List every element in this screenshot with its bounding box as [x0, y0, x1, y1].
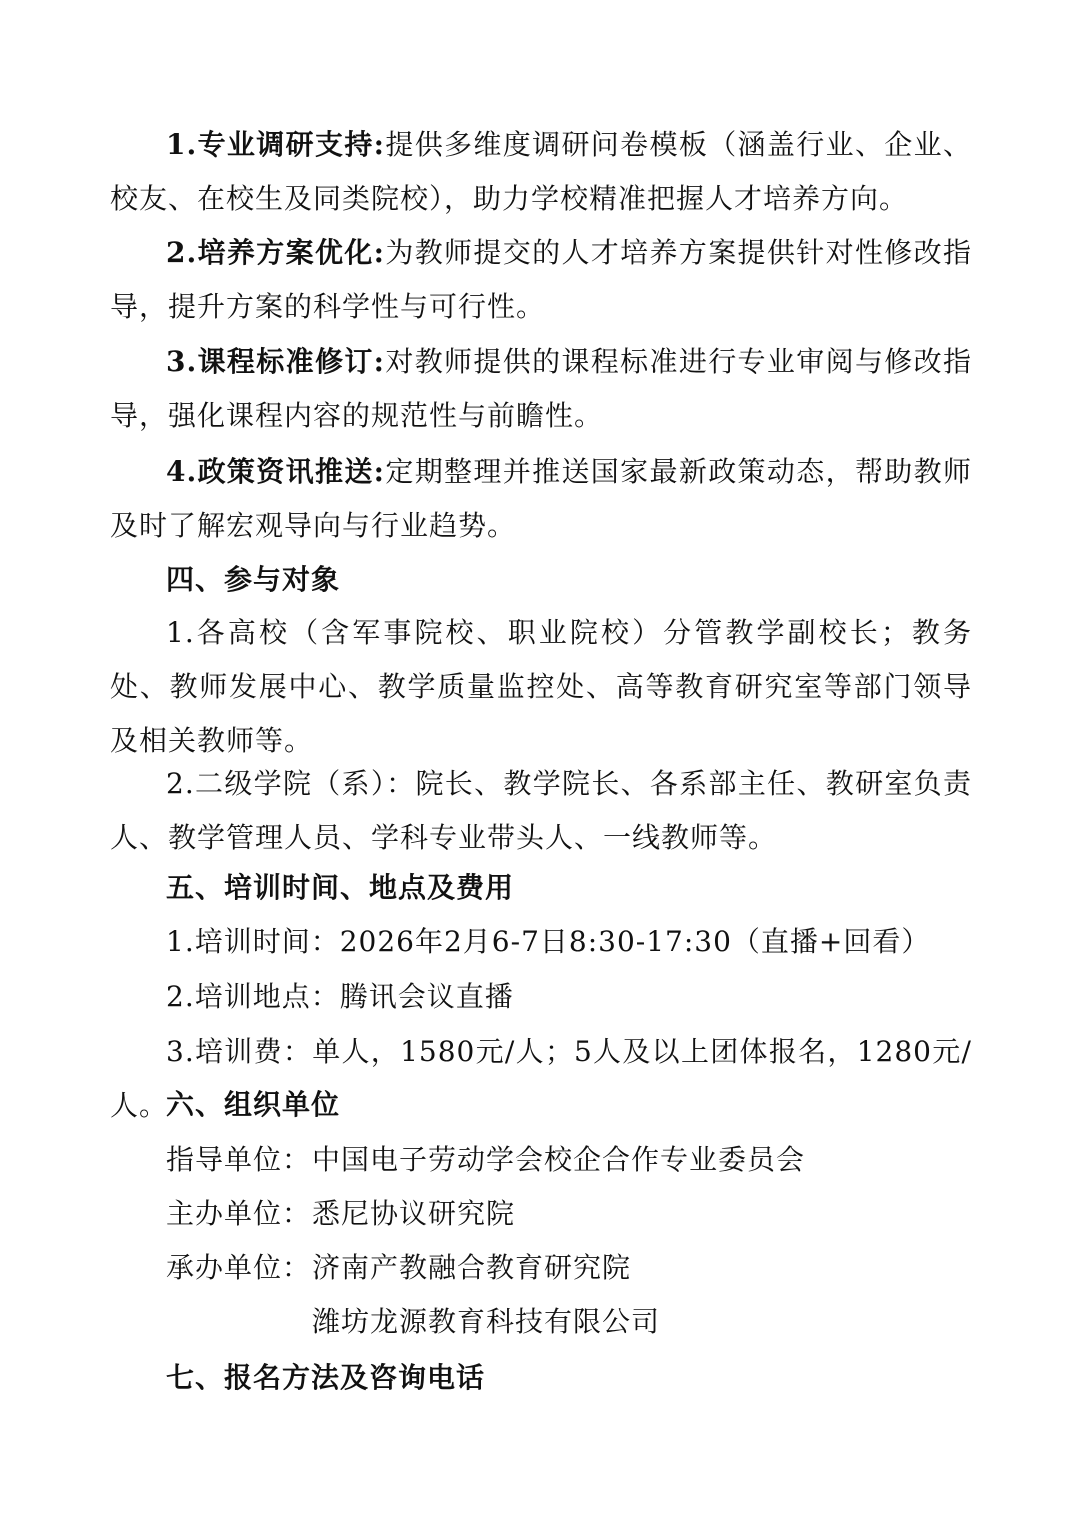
- guide-unit-label: 指导单位：: [166, 1143, 312, 1176]
- support-item-text: 为教师提交的人才培养方案提供针对性修改指导，提升方案的科学性与可行性。: [110, 236, 972, 323]
- support-item-1: [110, 118, 972, 226]
- support-item-4: [110, 445, 972, 553]
- section-heading-organizers: 六、组织单位: [166, 1088, 341, 1121]
- organizer-unit-value: 济南产教融合教育研究院: [312, 1251, 632, 1284]
- support-item-text: 对教师提供的课程标准进行专业审阅与修改指导，强化课程内容的规范性与前瞻性。: [110, 345, 972, 432]
- host-unit-value: 悉尼协议研究院: [312, 1197, 516, 1230]
- section-heading-registration: 七、报名方法及咨询电话: [166, 1361, 486, 1394]
- participant-item-2: 2.二级学院（系）：院长、教学院长、各系部主任、教研室负责人、教学管理人员、学科专业带头人、一线教师等。: [110, 767, 972, 854]
- training-fee: 3.培训费：单人，1580元/人；5人及以上团体报名，1280元/人。: [110, 1035, 972, 1122]
- host-unit-label: 主办单位：: [166, 1197, 312, 1230]
- support-item-title: 2.培养方案优化:: [166, 236, 386, 269]
- support-item-text: 定期整理并推送国家最新政策动态，帮助教师及时了解宏观导向与行业趋势。: [110, 455, 972, 542]
- organizer-unit-value-2: 潍坊龙源教育科技有限公司: [312, 1305, 661, 1338]
- training-place: 2.培训地点：腾讯会议直播: [166, 980, 514, 1013]
- support-item-3: [110, 335, 972, 443]
- organizer-unit-label: 承办单位：: [166, 1251, 312, 1284]
- support-item-2: [110, 226, 972, 334]
- support-item-title: 3.课程标准修订:: [166, 345, 386, 378]
- training-time: 1.培训时间：2026年2月6-7日8:30-17:30（直播+回看）: [166, 925, 931, 958]
- participant-item-1: 1.各高校（含军事院校、职业院校）分管教学副校长；教务处、教师发展中心、教学质量监控处、高等教育研究室等部门领导及相关教师等。: [110, 616, 972, 757]
- section-heading-time-place-fee: 五、培训时间、地点及费用: [166, 871, 515, 904]
- guide-unit-value: 中国电子劳动学会校企合作专业委员会: [312, 1143, 806, 1176]
- support-item-title: 1.专业调研支持:: [166, 128, 386, 161]
- guide-unit-row: [166, 1133, 805, 1187]
- support-item-text: 提供多维度调研问卷模板（涵盖行业、企业、校友、在校生及同类院校），助力学校精准把握人才培养方向。: [110, 128, 972, 215]
- support-item-title: 4.政策资讯推送:: [166, 455, 386, 488]
- host-unit-row: [166, 1187, 515, 1241]
- section-heading-participants: 四、参与对象: [166, 563, 341, 596]
- organizer-unit-row: [166, 1241, 631, 1295]
